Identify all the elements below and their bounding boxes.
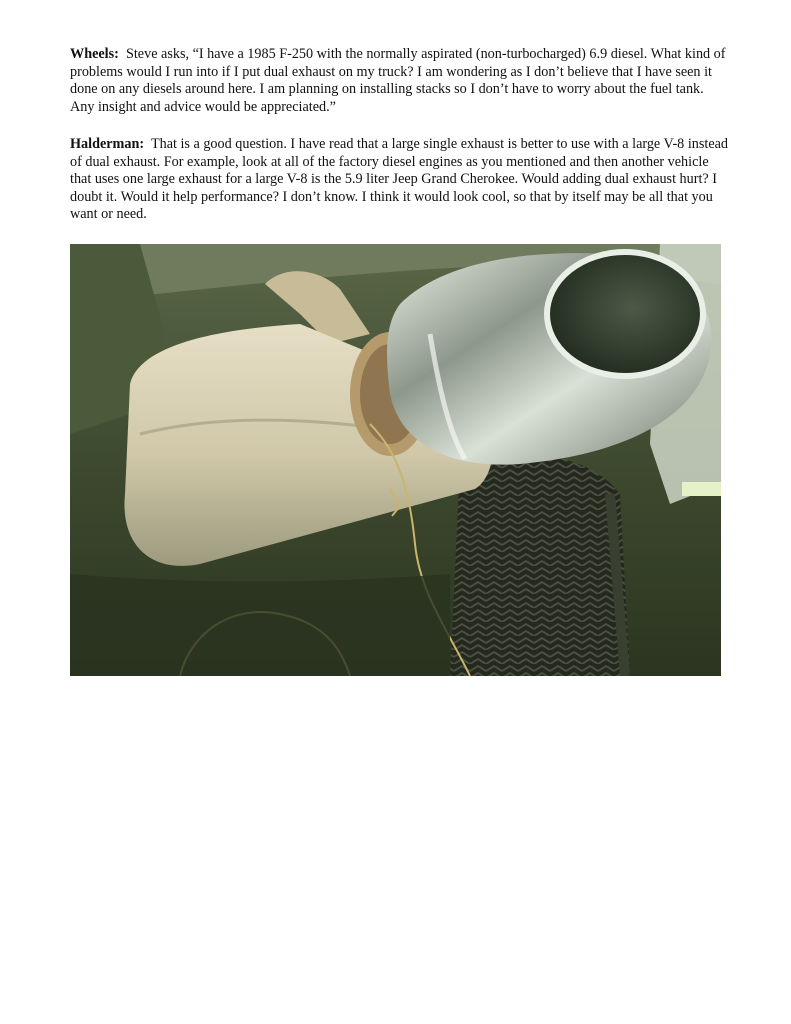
- light-strip: [682, 482, 721, 496]
- answer-text: That is a good question. I have read that a large single exhaust is better to use with a large V-8 instead of dual exhaust. For example, look at all of the factory diesel engines as you mentioned and then another vehicle that uses one large exhaust for a large V-8 is the 5.9 liter Jeep Grand Cherokee. Would adding dual exhaust hurt? I doubt it. Would it help performance? I don’t know. I think it would look cool, so that by itself may be all that you want or need.: [70, 136, 729, 223]
- answer-paragraph: [70, 136, 730, 224]
- exhaust-photo: [70, 244, 721, 676]
- exhaust-tip-opening: [547, 252, 703, 376]
- question-lead: Wheels:: [70, 46, 119, 62]
- lower-shadow: [70, 574, 450, 676]
- question-paragraph: [70, 46, 730, 116]
- question-text: Steve asks, “I have a 1985 F-250 with the normally aspirated (non-turbocharged) 6.9 diesel. What kind of problems would I run into if I put dual exhaust on my truck? I am wondering as I don’t believe that I have seen it done on any diesels around here. I am planning on installing stacks so I don’t have to worry about the fuel tank. Any insight and advice would be appreciated.”: [70, 46, 726, 115]
- answer-lead: Halderman:: [70, 136, 145, 152]
